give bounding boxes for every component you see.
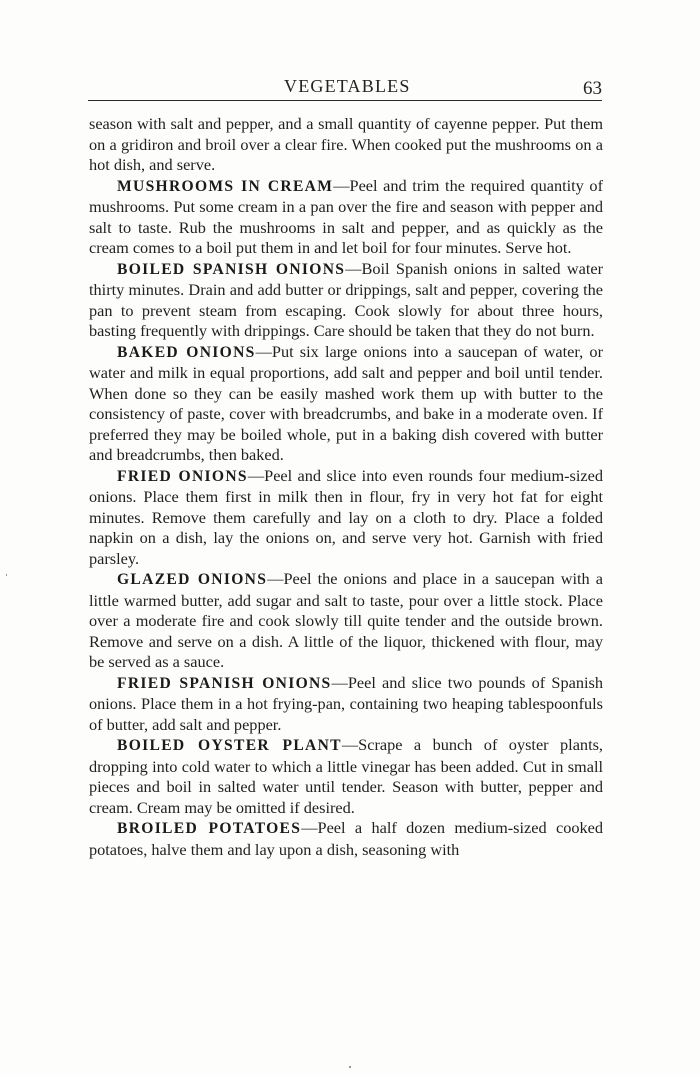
recipe-mushrooms-in-cream — [89, 176, 603, 259]
recipe-text: —Boil Spanish onions in salted water thirty minutes. Drain and add butter or drippings, salt and pepper, covering the pan to prevent steam from escaping. Cook slowly for about three hours, basting frequently with drippings. Care should be taken that they do not burn. — [89, 258, 603, 340]
header-rule — [88, 100, 602, 101]
page-number: 63 — [583, 78, 602, 99]
recipe-title: FRIED ONIONS — [117, 467, 248, 485]
recipe-text: —Peel and slice into even rounds four medium-sized onions. Place them first in milk then in flour, fry in very hot fat for eight minutes. Remove them carefully and lay on a cloth to dry. Place a folded napkin on a dish, lay the onions on, and serve very hot. Garnish with fried parsley. — [89, 465, 603, 568]
recipe-baked-onions — [89, 342, 603, 466]
recipe-title: BAKED ONIONS — [117, 343, 256, 361]
recipe-fried-spanish-onions — [89, 673, 603, 736]
recipe-text: —Put six large onions into a saucepan of water, or water and milk in equal proportions, add salt and pepper and boil until tender. When done so they can be easily mashed work them up with butter to the consistency of paste, cover with breadcrumbs, and bake in a moderate oven. If preferred they may be boiled whole, put in a baking dish covered with butter and breadcrumbs, then baked. — [89, 341, 603, 464]
recipe-text: —Peel a half dozen medium-sized cooked potatoes, halve them and lay upon a dish, seasoning with — [89, 818, 603, 859]
running-head-title: VEGETABLES — [284, 76, 411, 96]
recipe-broiled-potatoes — [89, 818, 603, 860]
recipe-title: BOILED SPANISH ONIONS — [117, 260, 346, 278]
recipe-glazed-onions — [89, 569, 603, 673]
recipe-fried-onions — [89, 466, 603, 570]
continuation-paragraph: season with salt and pepper, and a small quantity of cayenne pepper. Put them on a gridiron and broil over a clear fire. When cooked put the mushrooms on a hot dish, and serve. — [89, 114, 603, 174]
recipe-title: MUSHROOMS IN CREAM — [117, 177, 334, 195]
recipe-title: BROILED POTATOES — [117, 820, 302, 837]
recipe-title: BOILED OYSTER PLANT — [117, 737, 342, 754]
recipe-title: FRIED SPANISH ONIONS — [117, 674, 332, 692]
recipe-text: —Peel and trim the required quantity of mushrooms. Put some cream in a pan over the fire and season with pepper and salt to taste. Rub the mushrooms in salt and pepper, and as quickly as the cream comes to a boil put them in and let boil for four minutes. Serve hot. — [89, 175, 603, 257]
recipe-text: —Peel and slice two pounds of Spanish onions. Place them in a hot frying-pan, containing two heaping tablespoonfuls of butter, add salt and pepper. — [89, 672, 603, 734]
recipe-text: —Peel the onions and place in a saucepan with a little warmed butter, add sugar and salt to taste, pour over a little stock. Place over a moderate fire and cook slowly till quite tender and the outside brown. Remove and serve on a dish. A little of the liquor, thickened with flour, may be served as a sauce. — [89, 569, 603, 671]
page-body — [89, 114, 603, 860]
recipe-title: GLAZED ONIONS — [117, 571, 268, 588]
page-speck — [349, 1066, 351, 1068]
recipe-boiled-oyster-plant — [89, 735, 603, 818]
running-head — [88, 76, 604, 102]
recipe-boiled-spanish-onions — [89, 259, 603, 342]
margin-speck — [6, 574, 7, 576]
recipe-text: —Scrape a bunch of oyster plants, dropping into cold water to which a little vinegar has been added. Cut in small pieces and boil in salted water until tender. Season with butter, pepper and cream. Cream may be omitted if desired. — [89, 735, 604, 817]
